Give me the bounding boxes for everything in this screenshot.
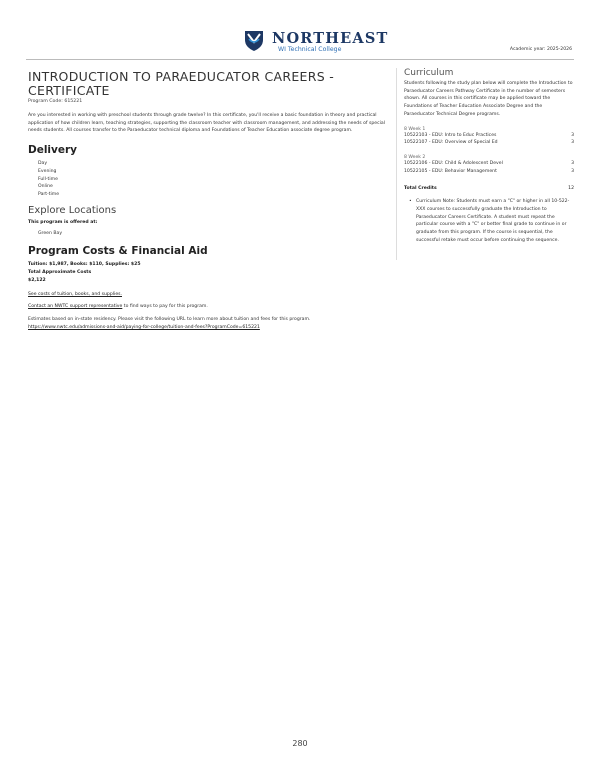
- contact-text: to find ways to pay for this program.: [122, 304, 208, 310]
- see-costs-link[interactable]: See costs of tuition, books, and supplies.: [28, 291, 122, 297]
- list-item: Evening: [38, 168, 57, 174]
- offered-at-label: This program is offered at:: [28, 219, 98, 225]
- page-title: INTRODUCTION TO PARAEDUCATOR CAREERS - CERTIFICATE: [28, 69, 335, 98]
- total-costs-label: Total Approximate Costs: [28, 269, 92, 275]
- course-credits: 3: [571, 132, 574, 138]
- cost-summary: [28, 261, 388, 284]
- curriculum-heading: Curriculum: [404, 68, 454, 78]
- list-item: Part-time: [38, 191, 60, 197]
- curriculum-panel: [396, 68, 574, 260]
- curriculum-intro: Students following the study plan below will complete the Introduction to Paraeducator Careers Pathway Certificate in the number of semesters shown. All courses in this certificate may be applied toward the Foundations of Teacher Education Associate Degree and the Paraeducator Technical Degree programs.: [404, 81, 573, 117]
- total-credits-value: 12: [568, 186, 574, 192]
- course-row: [404, 132, 574, 140]
- total-costs-value: $2,122: [28, 277, 46, 283]
- list-item: Full-time: [38, 176, 58, 182]
- course-name: 10522105 - EDU: Behavior Management: [404, 168, 497, 174]
- course-name: 10522107 - EDU: Overview of Special Ed: [404, 140, 498, 146]
- term-label: 8 Week 2: [404, 154, 426, 160]
- course-name: 10522106 - EDU: Child & Adolescent Devel: [404, 160, 503, 166]
- delivery-list: [38, 160, 388, 199]
- curriculum-note-text: Curriculum Note: Students must earn a "C" or higher in all 10-522-XXX courses to successfully graduate the Introduction to Paraeducator Careers Certificate. A student must repeat the particular course with a "C" or better final grade to continue in or graduate from this program. If the course is sequential, the successful retake must occur before continuing the sequence.: [416, 199, 570, 243]
- total-credits-label: Total Credits: [404, 186, 437, 192]
- course-row: [404, 139, 574, 147]
- course-row: [404, 168, 574, 176]
- shield-icon: [242, 28, 266, 52]
- logo-subtitle: WI Technical College: [278, 46, 342, 53]
- locations-list: [38, 230, 388, 238]
- curriculum-note: [404, 198, 574, 244]
- delivery-heading: Delivery: [28, 144, 78, 157]
- term-label: 8 Week 1: [404, 126, 426, 132]
- bullet-icon: •: [409, 199, 412, 205]
- page-number: 280: [292, 739, 308, 748]
- program-intro: Are you interested in working with preschool students through grade twelve? In this certificate, you'll receive a basic foundation in theory and practical application of how children learn, teaching strategies, supporting the classroom teacher with classroom management, and addressing the needs of special needs students. All courses transfer to the Paraeducator technical diploma and Foundations of Teacher Education associate degree program.: [28, 113, 385, 134]
- total-credits-row: [404, 186, 574, 191]
- list-item: Green Bay: [38, 231, 63, 237]
- list-item: Day: [38, 161, 48, 167]
- contact-support-link[interactable]: Contact an NWTC support representative: [28, 304, 123, 310]
- course-credits: 3: [571, 168, 574, 174]
- locations-heading: Explore Locations: [28, 204, 117, 216]
- course-credits: 3: [571, 140, 574, 146]
- header-divider: [26, 59, 574, 60]
- costs-heading: Program Costs & Financial Aid: [28, 245, 208, 258]
- estimates-text: Estimates based on in-state residency. Please visit the following URL to learn more about tuition and fees for this program.: [28, 316, 311, 322]
- course-name: 10522103 - EDU: Intro to Educ Practices: [404, 132, 497, 138]
- program-code: Program Code: 615221: [28, 99, 83, 104]
- logo-name: NORTHEAST: [272, 30, 389, 47]
- academic-year: Academic year: 2025-2026: [509, 47, 572, 52]
- cost-breakdown: Tuition: $1,987, Books: $110, Supplies: $25: [28, 262, 141, 268]
- college-logo: [242, 28, 389, 54]
- course-credits: 3: [571, 160, 574, 166]
- list-item: Online: [38, 184, 53, 190]
- tuition-url-link[interactable]: https://www.nwtc.edu/admissions-and-aid/paying-for-college/tuition-and-fees?ProgramCode=615221: [28, 324, 260, 330]
- course-row: [404, 160, 574, 168]
- program-main-column: [28, 70, 388, 331]
